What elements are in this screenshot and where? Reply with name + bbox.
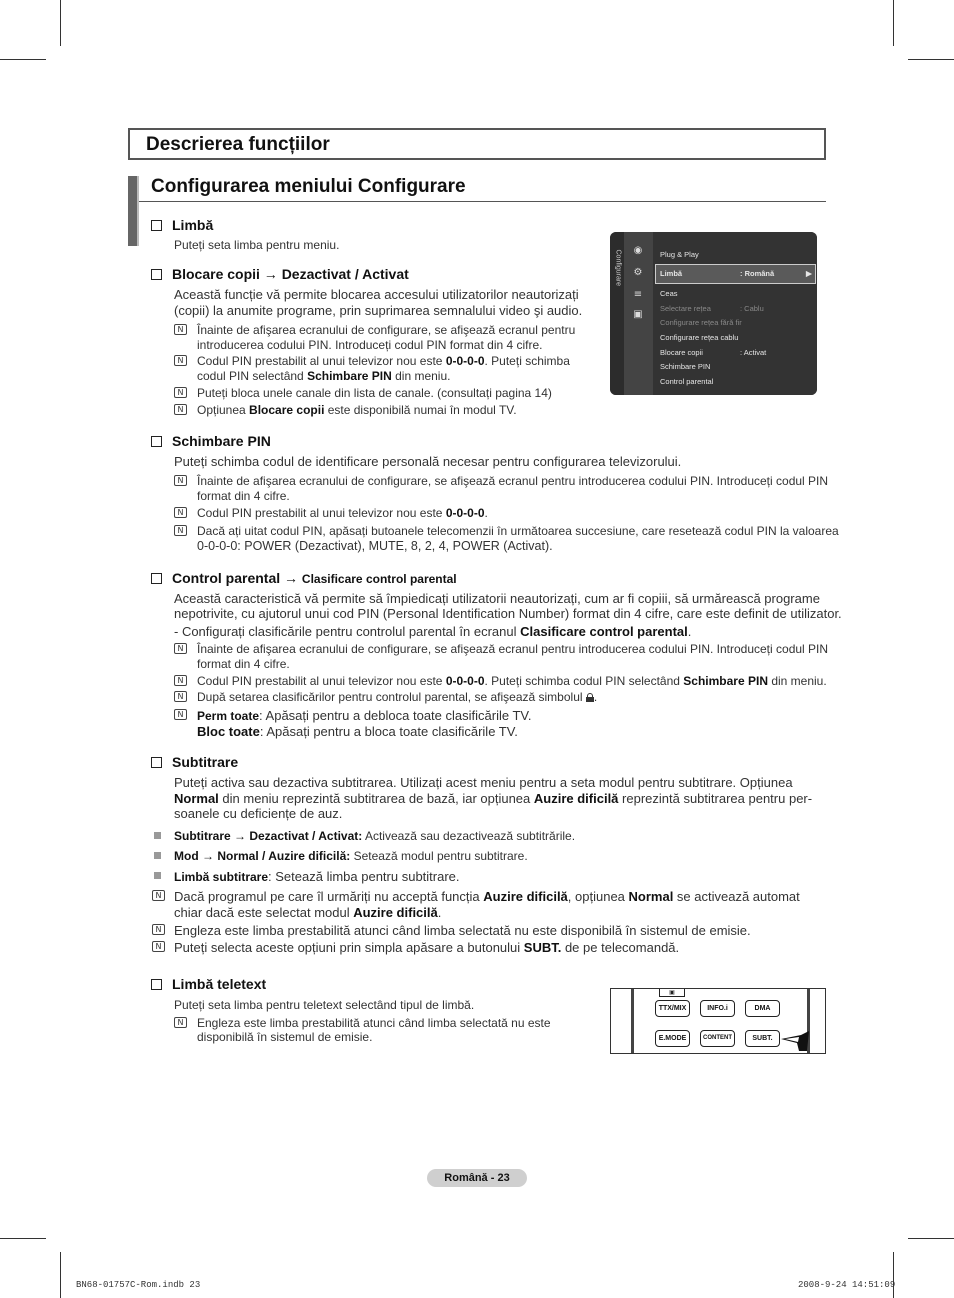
- arrow-right-icon: ▶: [806, 269, 812, 278]
- note-icon: N: [174, 387, 187, 398]
- bullet-square-icon: [154, 872, 161, 879]
- subt-button: SUBT.: [745, 1030, 780, 1047]
- tv-menu-icon-column: [624, 232, 653, 395]
- blocare-note-4: Opțiunea Blocare copii este disponibilă numai în modul TV.: [197, 403, 517, 417]
- subsection-rule: [139, 201, 826, 202]
- control-note-3: După setarea clasificărilor pentru controlul parental, se afişează simbolul .: [197, 690, 598, 704]
- print-file-info: BN68-01757C-Rom.indb 23: [76, 1280, 201, 1290]
- teletext-heading: [151, 976, 266, 992]
- schimbare-heading: [151, 433, 271, 449]
- note-icon: N: [152, 890, 165, 901]
- page-number: Română - 23: [427, 1169, 527, 1187]
- crop-mark: [908, 59, 954, 60]
- checkbox-icon: [151, 220, 162, 231]
- print-date-info: 2008-9-24 14:51:09: [798, 1280, 896, 1290]
- control-text-2: nepotrivite, cu ajutorul unui cod PIN (Personal Identification Number) format din 4 cifre, care este definit de utilizator.: [174, 606, 842, 621]
- ttx-mix-button: TTX/MIX: [655, 1000, 690, 1017]
- tv-menu-row: Schimbare PIN: [660, 362, 711, 371]
- remote-control-illustration: [610, 988, 826, 1054]
- subtitrare-note-3: Puteți selecta aceste opțiuni prin simpla apăsare a butonului SUBT. de pe telecomandă.: [174, 940, 680, 955]
- subtitrare-note-2: Engleza este limba prestabilită atunci când limba selectată nu este disponibilă în sistemul de emisie.: [174, 923, 751, 938]
- subtitrare-heading-text: Subtitrare: [172, 754, 239, 770]
- checkbox-icon: [151, 757, 162, 768]
- tv-menu-row: Plug & Play: [660, 250, 699, 259]
- subtitrare-bullet-1: Subtitrare → Dezactivat / Activat: Activează sau dezactivează subtitrările.: [174, 829, 576, 843]
- note-icon: N: [174, 1017, 187, 1028]
- schimbare-heading-text: Schimbare PIN: [172, 433, 271, 449]
- tv-menu-row: Selectare rețea : Cablu: [660, 304, 764, 313]
- crop-mark: [893, 0, 894, 46]
- teletext-text: Puteți seta limba pentru teletext selectând tipul de limbă.: [174, 998, 475, 1012]
- tv-menu-row: Control parental: [660, 377, 714, 386]
- lock-icon: [586, 693, 594, 702]
- section-title: Descrierea funcțiilor: [146, 134, 330, 155]
- application-icon: ▣: [633, 309, 643, 320]
- bullet-square-icon: [154, 852, 161, 859]
- crop-mark: [0, 59, 46, 60]
- note-icon: N: [152, 924, 165, 935]
- subtitrare-note-1b: chiar dacă este selectat modul Auzire dificilă.: [174, 905, 442, 920]
- schimbare-note-1a: Înainte de afişarea ecranului de configurare, se afişează ecranul pentru introducerea codului PIN. Introduceți codul PIN: [197, 474, 829, 488]
- blocare-heading: [151, 266, 409, 282]
- limba-heading-text: Limbă: [172, 217, 214, 233]
- teletext-icon: ▣: [659, 989, 685, 997]
- note-icon: N: [174, 355, 187, 366]
- schimbare-note-1b: format din 4 cifre.: [197, 489, 290, 503]
- teletext-note-1b: disponibilă în sistemul de emisie.: [197, 1030, 373, 1044]
- control-note-5: Bloc toate: Apăsați pentru a bloca toate clasificările TV.: [197, 724, 518, 739]
- subtitrare-bullet-3: Limbă subtitrare: Setează limba pentru subtitrare.: [174, 869, 460, 884]
- subsection-bar-accent: [137, 176, 139, 246]
- control-note-1b: format din 4 cifre.: [197, 657, 290, 671]
- gear-icon: ⚙: [633, 267, 643, 278]
- control-heading-text: Control parental →: [172, 570, 299, 586]
- section-header: [128, 128, 826, 160]
- note-icon: N: [174, 324, 187, 335]
- bullet-square-icon: [154, 832, 161, 839]
- note-icon: N: [152, 941, 165, 952]
- crop-mark: [0, 1238, 46, 1239]
- schimbare-note-3b: 0-0-0-0: POWER (Dezactivat), MUTE, 8, 2, 4, POWER (Activat).: [197, 539, 553, 553]
- control-text-3: - Configurați clasificările pentru controlul parental în ecranul Clasificare control parental.: [174, 624, 692, 639]
- tv-menu-row: Configurare rețea fără fir: [660, 318, 742, 327]
- subtitrare-text-1: Puteți activa sau dezactiva subtitrarea. Utilizați acest meniu pentru a seta modul pentru subtitrare. Opțiunea: [174, 775, 793, 790]
- tv-menu-row: Ceas: [660, 289, 678, 298]
- blocare-note-2a: Codul PIN prestabilit al unui televizor nou este 0-0-0-0. Puteți schimba: [197, 354, 570, 368]
- limba-heading: [151, 217, 213, 233]
- limba-text: Puteți seta limba pentru meniu.: [174, 238, 340, 252]
- schimbare-note-2: Codul PIN prestabilit al unui televizor nou este 0-0-0-0.: [197, 506, 488, 520]
- note-icon: N: [174, 643, 187, 654]
- crop-mark: [893, 1252, 894, 1298]
- crop-mark: [60, 0, 61, 46]
- control-note-2: Codul PIN prestabilit al unui televizor nou este 0-0-0-0. Puteți schimba codul PIN selectând Schimbare PIN din meniu.: [197, 674, 827, 688]
- teletext-heading-text: Limbă teletext: [172, 976, 267, 992]
- subtitrare-text-3: soanele cu deficiențe de auz.: [174, 806, 343, 821]
- crop-mark: [60, 1252, 61, 1298]
- info-button: INFO.i: [700, 1000, 735, 1017]
- tv-menu-side: [610, 232, 624, 395]
- note-icon: N: [174, 691, 187, 702]
- checkbox-icon: [151, 979, 162, 990]
- note-icon: N: [174, 675, 187, 686]
- teletext-note-1a: Engleza este limba prestabilită atunci când limba selectată nu este: [197, 1016, 551, 1030]
- subtitrare-note-1a: Dacă programul pe care îl urmăriți nu acceptă funcția Auzire dificilă, opțiunea Normal se activează automat: [174, 889, 800, 904]
- tv-menu-side-label: Configurare: [614, 249, 622, 287]
- control-note-4: Perm toate: Apăsați pentru a debloca toate clasificările TV.: [197, 708, 532, 723]
- crop-mark: [908, 1238, 954, 1239]
- tv-menu-row: Configurare rețea cablu: [660, 333, 739, 342]
- note-icon: N: [174, 475, 187, 486]
- tv-menu-row: Blocare copii : Activat: [660, 348, 767, 357]
- content-button: CONTENT: [700, 1030, 735, 1047]
- control-note-1a: Înainte de afişarea ecranului de configurare, se afişează ecranul pentru introducerea codului PIN. Introduceți codul PIN: [197, 642, 829, 656]
- control-text-1: Această caracteristică vă permite să împiedicați utilizatorii neautorizați, cum ar fi copiii, să urmărească programe: [174, 591, 820, 606]
- blocare-note-1b: introducerea codului PIN. Introduceți codul PIN format din 4 cifre.: [197, 338, 543, 352]
- blocare-text-2: (copii) la anumite programe, prin suprimarea semnalului video şi audio.: [174, 303, 583, 318]
- antenna-icon: ◉: [633, 245, 643, 256]
- remote-edge: [631, 989, 634, 1053]
- note-icon: N: [174, 709, 187, 720]
- subtitrare-bullet-2: Mod → Normal / Auzire dificilă: Setează modul pentru subtitrare.: [174, 849, 528, 863]
- schimbare-text: Puteți schimba codul de identificare personală necesar pentru configurarea televizorului.: [174, 454, 682, 469]
- schimbare-note-3a: Dacă ați uitat codul PIN, apăsați butoanele telecomenzii în următoarea succesiune, care resetează codul PIN la valoarea: [197, 524, 839, 538]
- input-icon: ≡: [633, 289, 643, 300]
- dma-button: DMA: [745, 1000, 780, 1017]
- blocare-text-1: Această funcție vă permite blocarea accesului utilizatorilor neautorizați: [174, 287, 579, 302]
- checkbox-icon: [151, 436, 162, 447]
- subtitrare-text-2: Normal din meniu reprezintă subtitrarea de bază, iar opțiunea Auzire dificilă reprezintă subtitrarea pentru per-: [174, 791, 813, 806]
- subsection-bar: [128, 176, 137, 246]
- tv-menu-row: Limbă : Română ▶: [660, 269, 812, 278]
- blocare-note-2b: codul PIN selectând Schimbare PIN din meniu.: [197, 369, 451, 383]
- checkbox-icon: [151, 269, 162, 280]
- control-heading-small: Clasificare control parental: [301, 572, 457, 586]
- pointing-hand-icon: [779, 1029, 813, 1053]
- control-heading: [151, 570, 457, 586]
- note-icon: N: [174, 404, 187, 415]
- blocare-heading-text: Blocare copii → Dezactivat / Activat: [172, 266, 409, 282]
- note-icon: N: [174, 525, 187, 536]
- checkbox-icon: [151, 573, 162, 584]
- blocare-note-3: Puteți bloca unele canale din lista de canale. (consultați pagina 14): [197, 386, 552, 400]
- e-mode-button: E.MODE: [655, 1030, 690, 1047]
- subsection-title: Configurarea meniului Configurare: [151, 176, 466, 197]
- tv-menu-list: [653, 232, 817, 395]
- blocare-note-1a: Înainte de afişarea ecranului de configurare, se afişează ecranul pentru: [197, 323, 576, 337]
- subtitrare-heading: [151, 754, 238, 770]
- note-icon: N: [174, 507, 187, 518]
- tv-menu-screenshot: [610, 232, 817, 395]
